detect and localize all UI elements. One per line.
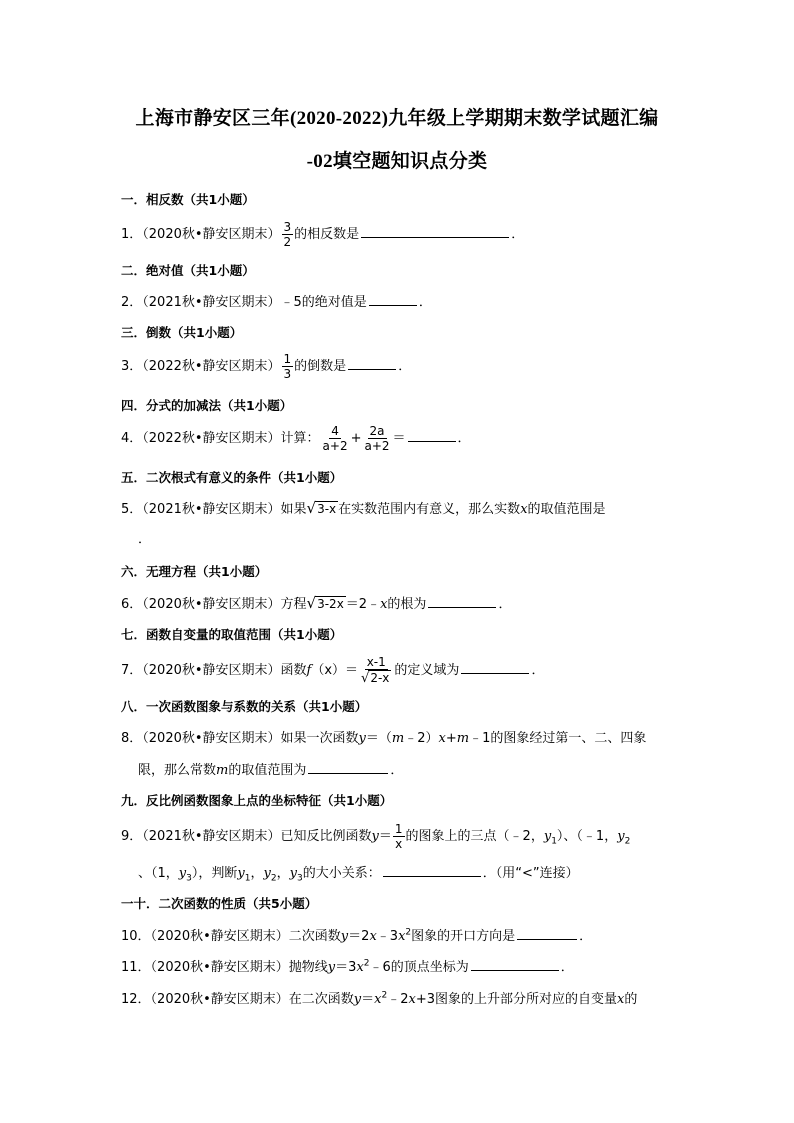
variable: y [289, 866, 297, 881]
fraction [282, 220, 294, 249]
variable: y [358, 731, 366, 746]
answer-blank[interactable] [428, 595, 496, 608]
question-text: ， [250, 866, 264, 881]
fraction [362, 424, 391, 453]
fraction-denominator: a+2 [364, 439, 390, 453]
variable: x [520, 502, 528, 517]
question-text: 的倒数是 [294, 359, 347, 374]
question-end: ． [579, 929, 593, 944]
question-11 [121, 956, 574, 975]
radicand: 3-x [317, 502, 337, 516]
function-name: f [306, 663, 312, 678]
superscript: 2 [381, 990, 388, 1001]
fraction-denominator: x [395, 837, 403, 851]
question-10 [121, 925, 592, 944]
fraction-numerator: 1 [283, 352, 292, 366]
question-end: ． [418, 295, 432, 310]
question-text: ＝3 [335, 960, 357, 975]
question-source: 11．（2020秋•静安区期末）抛物线 [121, 960, 328, 975]
variable: x [369, 929, 377, 944]
answer-blank[interactable] [383, 864, 481, 877]
question-9-continuation [138, 862, 579, 884]
question-text: 的根为 [387, 597, 427, 612]
answer-blank[interactable] [471, 958, 559, 971]
answer-blank[interactable] [517, 927, 577, 940]
question-text: 的取值范围是 [527, 502, 606, 517]
fraction-numerator: 2a [369, 424, 385, 438]
question-source: 7．（2020秋•静安区期末）函数 [121, 663, 307, 678]
question-text: ）、（﹣1， [556, 829, 618, 844]
question-text: 的相反数是 [294, 227, 360, 242]
question-text: ﹣2 [387, 992, 409, 1007]
subscript: 1 [551, 836, 557, 847]
question-text: ．（用“<”连接） [482, 866, 579, 881]
question-end: ． [398, 359, 412, 374]
variable: m [391, 731, 405, 746]
subscript: 1 [244, 873, 251, 884]
variable: y [327, 960, 336, 975]
variable: y [237, 866, 245, 881]
radicand: 2-x [370, 671, 390, 685]
variable: y [340, 929, 349, 944]
question-8-continuation [138, 759, 403, 778]
superscript: 2 [405, 927, 412, 938]
fraction-numerator: x-1 [366, 655, 386, 669]
fraction [393, 822, 405, 851]
question-text: 图象的开口方向是 [411, 929, 516, 944]
question-source: 12．（2020秋•静安区期末）在二次函数 [121, 992, 354, 1007]
equals-sign: ＝ [392, 431, 406, 446]
fraction [321, 424, 350, 453]
radicand: 3-2x [317, 597, 344, 611]
variable: x [374, 992, 382, 1007]
fraction [359, 655, 393, 686]
fraction-numerator: 1 [394, 822, 403, 836]
variable: x [380, 597, 388, 612]
variable: y [178, 866, 187, 881]
question-source: 8．（2020秋•静安区期末）如果一次函数 [121, 731, 359, 746]
question-6 [121, 593, 511, 612]
variable: y [371, 829, 379, 844]
fraction-denominator: 2 [283, 235, 292, 249]
radical-sign: √ [306, 499, 317, 517]
variable: y [543, 829, 552, 844]
function-argument: （x）＝ [311, 663, 359, 678]
question-text: 的大小关系： [302, 866, 381, 881]
answer-blank[interactable] [408, 429, 456, 442]
question-text: ＝2 [348, 929, 370, 944]
variable: x [398, 929, 406, 944]
equals-sign: ＝ [378, 829, 392, 844]
question-end: ． [457, 431, 471, 446]
section-heading-1: 一．相反数（共1小题） [121, 192, 255, 207]
section-heading-4: 四．分式的加减法（共1小题） [121, 398, 293, 413]
question-source: 5．（2021秋•静安区期末）如果 [121, 502, 307, 517]
fraction-numerator: 4 [331, 424, 339, 438]
variable: y [263, 866, 271, 881]
question-text: 的定义域为 [394, 663, 460, 678]
question-text: ），判断 [191, 866, 238, 881]
question-source: 9．（2021秋•静安区期末）已知反比例函数 [121, 829, 372, 844]
variable: x [356, 960, 364, 975]
section-heading-6: 六．无理方程（共1小题） [121, 564, 268, 579]
question-text: 在实数范围内有意义，那么实数 [338, 502, 521, 517]
question-12 [121, 988, 637, 1007]
variable: y [353, 992, 362, 1007]
question-2 [121, 291, 432, 310]
answer-blank[interactable] [369, 293, 417, 306]
question-text: 的取值范围为 [228, 763, 307, 778]
question-text: ＝（ [365, 731, 392, 746]
section-heading-5: 五．二次根式有意义的条件（共1小题） [121, 470, 343, 485]
variable: x [408, 992, 416, 1007]
radical-sign: √ [306, 594, 317, 612]
question-text: ﹣2） [404, 731, 439, 746]
variable: x [438, 731, 446, 746]
question-end: ． [531, 663, 545, 678]
variable: y [617, 829, 625, 844]
answer-blank[interactable] [308, 761, 388, 774]
question-text: ＝2﹣ [345, 597, 381, 612]
question-8 [121, 727, 646, 746]
question-end: ． [390, 763, 404, 778]
question-text: 的 [624, 992, 638, 1007]
answer-blank[interactable] [361, 225, 509, 238]
question-text: 限，那么常数 [138, 763, 217, 778]
document-title-line1: 上海市静安区三年(2020-2022)九年级上学期期末数学试题汇编 [135, 108, 659, 129]
subscript: 3 [296, 873, 303, 884]
question-source: 10．（2020秋•静安区期末）二次函数 [121, 929, 341, 944]
question-end: ． [560, 960, 574, 975]
question-1 [121, 220, 524, 249]
question-text: ， [276, 866, 290, 881]
question-text: ﹣6的顶点坐标为 [369, 960, 469, 975]
answer-blank[interactable] [461, 661, 529, 674]
section-heading-7: 七．函数自变量的取值范围（共1小题） [121, 627, 343, 642]
question-text: 、（1， [138, 866, 179, 881]
section-heading-8: 八．一次函数图象与系数的关系（共1小题） [121, 699, 368, 714]
section-heading-2: 二．绝对值（共1小题） [121, 263, 255, 278]
question-source: 1．（2020秋•静安区期末） [121, 227, 281, 242]
plus-sign: + [350, 431, 362, 446]
question-end: ． [498, 597, 512, 612]
variable: x [617, 992, 625, 1007]
radical-sign: √ [361, 671, 370, 686]
section-heading-9: 九．反比例函数图象上点的坐标特征（共1小题） [121, 793, 393, 808]
question-5-continuation: ． [138, 532, 152, 547]
fraction [282, 352, 294, 381]
question-text: ﹣3 [376, 929, 399, 944]
answer-blank[interactable] [348, 357, 396, 370]
question-source: 3．（2022秋•静安区期末） [121, 359, 281, 374]
question-source: 2．（2021秋•静安区期末） [121, 295, 281, 310]
question-source: 6．（2020秋•静安区期末）方程 [121, 597, 307, 612]
variable: m [216, 763, 229, 778]
question-4 [121, 424, 471, 453]
question-text: ＝ [361, 992, 375, 1007]
question-9 [121, 822, 630, 851]
fraction-denominator: 3 [283, 367, 292, 381]
question-text: ﹣1的图象经过第一、二、四象 [469, 731, 647, 746]
section-heading-3: 三．倒数（共1小题） [121, 325, 243, 340]
question-text: +3图象的上升部分所对应的自变量 [415, 992, 618, 1007]
question-text: + [445, 731, 457, 746]
subscript: 2 [270, 873, 277, 884]
fraction-denominator: a+2 [322, 439, 348, 453]
document-title-line2: -02填空题知识点分类 [306, 151, 488, 172]
fraction-numerator: 3 [283, 220, 292, 234]
question-source: 4．（2022秋•静安区期末）计算： [121, 431, 320, 446]
superscript: 2 [363, 958, 370, 969]
subscript: 2 [624, 836, 631, 847]
fraction-denominator [359, 670, 393, 686]
subscript: 3 [186, 873, 192, 884]
question-end: ． [511, 227, 525, 242]
question-text: 的图象上的三点（﹣2， [405, 829, 544, 844]
question-7 [121, 655, 544, 686]
section-heading-10: 一十．二次函数的性质（共5小题） [121, 896, 318, 911]
variable: m [456, 731, 470, 746]
question-5 [121, 498, 606, 517]
question-text: ﹣5的绝对值是 [280, 295, 367, 310]
question-3 [121, 352, 411, 381]
